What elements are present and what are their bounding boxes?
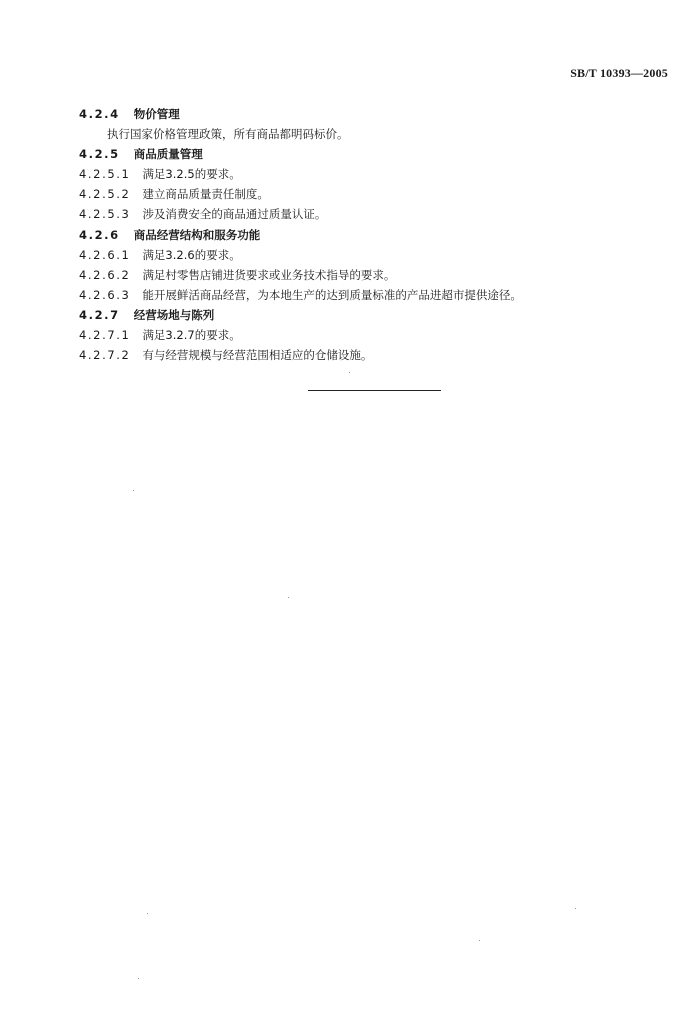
clause-number: 4.2.6.1 [79,247,131,262]
scan-speck [349,372,350,373]
clause-item [79,265,679,285]
section-body-text [79,124,679,144]
clause-item [79,204,679,224]
clause-item [79,184,679,204]
section-number: 4.2.7 [79,307,120,322]
clause-number: 4.2.7.2 [79,348,131,363]
clause-item [79,325,679,345]
section-heading [79,305,679,325]
clause-text: 有与经营规模与经营范围相适应的仓储设施。 [142,348,373,363]
scan-speck [575,908,576,909]
clause-text: 建立商品质量责任制度。 [142,187,269,202]
clause-item [79,345,679,365]
clause-text: 满足3.2.7的要求。 [142,328,241,343]
section-heading [79,104,679,124]
document-body [79,104,679,365]
section-number: 4.2.5 [79,147,120,162]
clause-item [79,164,679,184]
section-heading [79,144,679,164]
scan-speck [138,978,139,979]
clause-text: 能开展鲜活商品经营，为本地生产的达到质量标准的产品进超市提供途径。 [142,287,522,302]
section-title: 经营场地与陈列 [133,307,215,322]
section-title: 商品经营结构和服务功能 [133,227,261,242]
clause-text: 满足村零售店铺进货要求或业务技术指导的要求。 [142,267,396,282]
clause-number: 4.2.7.1 [79,328,131,343]
scan-speck [133,490,134,491]
section-number: 4.2.4 [79,107,120,121]
standard-number: SB/T 10393—2005 [570,66,668,80]
clause-item [79,285,679,305]
section-title: 物价管理 [133,107,180,121]
clause-text: 涉及消费安全的商品通过质量认证。 [142,207,327,222]
section-heading [79,225,679,245]
clause-text: 满足3.2.6的要求。 [142,247,241,262]
end-of-document-rule [308,390,441,391]
scan-speck [288,597,289,598]
section-title: 商品质量管理 [133,147,203,162]
clause-number: 4.2.6.2 [79,267,131,282]
clause-number: 4.2.5.2 [79,187,131,202]
scan-speck [479,940,480,941]
clause-number: 4.2.6.3 [79,287,131,302]
clause-number: 4.2.5.1 [79,167,131,182]
clause-text: 满足3.2.5的要求。 [142,167,241,182]
clause-item [79,245,679,265]
scan-speck [147,913,148,914]
clause-number: 4.2.5.3 [79,207,131,222]
paragraph-text: 执行国家价格管理政策，所有商品都明码标价。 [107,127,349,142]
section-number: 4.2.6 [79,227,120,242]
